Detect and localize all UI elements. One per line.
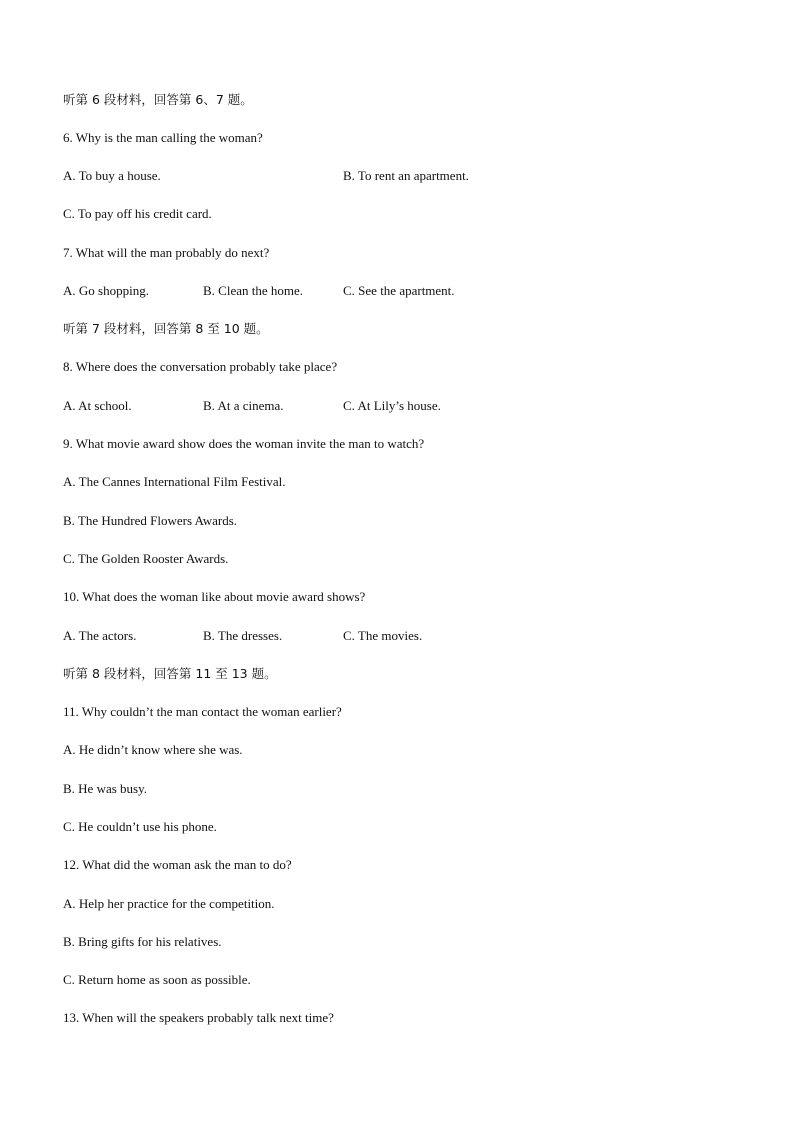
question-11-option-a: A. He didn’t know where she was. bbox=[63, 742, 243, 757]
section-heading-8-10: 听第 7 段材料，回答第 8 至 10 题。 bbox=[63, 321, 269, 336]
question-12-stem: 12. What did the woman ask the man to do? bbox=[63, 857, 292, 872]
question-6-option-a: A. To buy a house. bbox=[63, 168, 161, 183]
question-10-option-a: A. The actors. bbox=[63, 628, 137, 643]
section-heading-6-7: 听第 6 段材料，回答第 6、7 题。 bbox=[63, 92, 253, 107]
question-6-option-b: B. To rent an apartment. bbox=[343, 168, 469, 183]
question-8-stem: 8. Where does the conversation probably take place? bbox=[63, 359, 338, 374]
question-7-stem: 7. What will the man probably do next? bbox=[63, 245, 270, 260]
question-8-option-c: C. At Lily’s house. bbox=[343, 398, 441, 413]
question-9-stem: 9. What movie award show does the woman invite the man to watch? bbox=[63, 436, 425, 451]
question-12-option-b: B. Bring gifts for his relatives. bbox=[63, 934, 222, 949]
question-10-stem: 10. What does the woman like about movie award shows? bbox=[63, 589, 366, 604]
question-10-option-b: B. The dresses. bbox=[203, 628, 283, 643]
question-9-option-b: B. The Hundred Flowers Awards. bbox=[63, 513, 238, 528]
question-7-option-b: B. Clean the home. bbox=[203, 283, 304, 298]
section-heading-11-13: 听第 8 段材料，回答第 11 至 13 题。 bbox=[63, 666, 277, 681]
question-6-option-c: C. To pay off his credit card. bbox=[63, 206, 212, 221]
question-10-option-c: C. The movies. bbox=[343, 628, 423, 643]
question-9-option-c: C. The Golden Rooster Awards. bbox=[63, 551, 229, 566]
question-13-stem: 13. When will the speakers probably talk next time? bbox=[63, 1010, 334, 1025]
question-8-option-a: A. At school. bbox=[63, 398, 132, 413]
question-8-option-b: B. At a cinema. bbox=[203, 398, 284, 413]
question-11-stem: 11. Why couldn’t the man contact the woman earlier? bbox=[63, 704, 342, 719]
question-7-option-c: C. See the apartment. bbox=[343, 283, 455, 298]
question-11-option-b: B. He was busy. bbox=[63, 781, 148, 796]
question-7-option-a: A. Go shopping. bbox=[63, 283, 149, 298]
question-12-option-a: A. Help her practice for the competition. bbox=[63, 896, 275, 911]
question-6-stem: 6. Why is the man calling the woman? bbox=[63, 130, 263, 145]
question-12-option-c: C. Return home as soon as possible. bbox=[63, 972, 251, 987]
question-11-option-c: C. He couldn’t use his phone. bbox=[63, 819, 217, 834]
question-9-option-a: A. The Cannes International Film Festival. bbox=[63, 474, 286, 489]
